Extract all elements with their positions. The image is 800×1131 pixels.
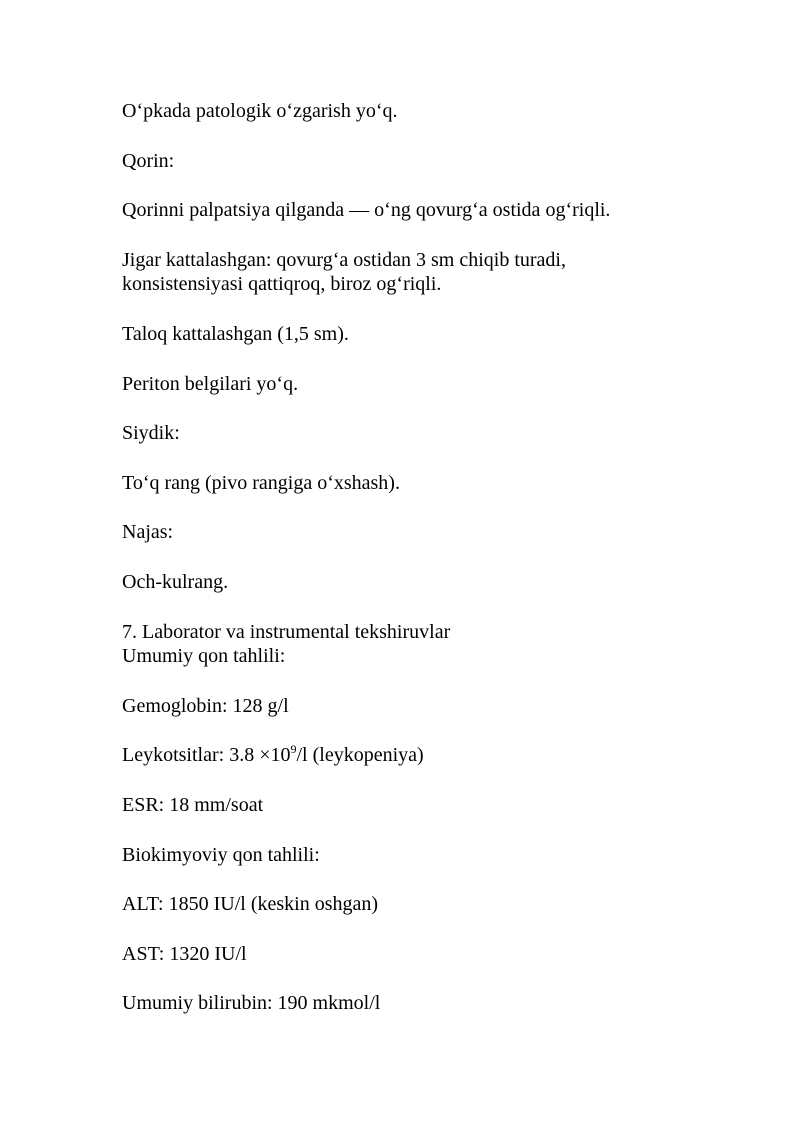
esr-value: ESR: 18 mm/soat: [122, 793, 264, 816]
bilirubin-value: Umumiy bilirubin: 190 mkmol/l: [122, 992, 381, 1015]
liver-finding: Jigar kattalashgan: qovurg‘a ostidan 3 sm chiqib turadi, konsistensiyasi qattiqroq, biroz og‘riqli.: [122, 248, 566, 296]
abdomen-heading: Qorin:: [122, 149, 175, 172]
spleen-finding: Taloq kattalashgan (1,5 sm).: [122, 322, 349, 345]
ast-value: AST: 1320 IU/l: [122, 942, 247, 965]
stool-finding: Och-kulrang.: [122, 570, 229, 593]
blood-test-heading: Umumiy qon tahlili:: [122, 645, 286, 668]
leukocytes-value: [122, 743, 682, 768]
leukocytes-exponent: 9: [290, 742, 297, 757]
urine-heading: Siydik:: [122, 422, 180, 445]
lung-finding: O‘pkada patologik o‘zgarish yo‘q.: [122, 100, 398, 122]
leukocytes-prefix: Leykotsitlar: 3.8 ×10: [122, 744, 291, 767]
leukocytes-suffix: /l (leykopeniya): [296, 744, 424, 767]
stool-heading: Najas:: [122, 521, 174, 544]
abdomen-palpation: Qorinni palpatsiya qilganda — o‘ng qovurg‘a ostida og‘riqli.: [122, 199, 611, 222]
section-heading-lab: 7. Laborator va instrumental tekshiruvlar: [122, 620, 451, 643]
urine-finding: To‘q rang (pivo rangiga o‘xshash).: [122, 471, 400, 494]
hemoglobin-value: Gemoglobin: 128 g/l: [122, 694, 289, 717]
biochem-heading: Biokimyoviy qon tahlili:: [122, 843, 320, 866]
peritoneal-signs: Periton belgilari yo‘q.: [122, 372, 299, 395]
alt-value: ALT: 1850 IU/l (keskin oshgan): [122, 893, 379, 916]
document-body: [122, 99, 682, 1041]
